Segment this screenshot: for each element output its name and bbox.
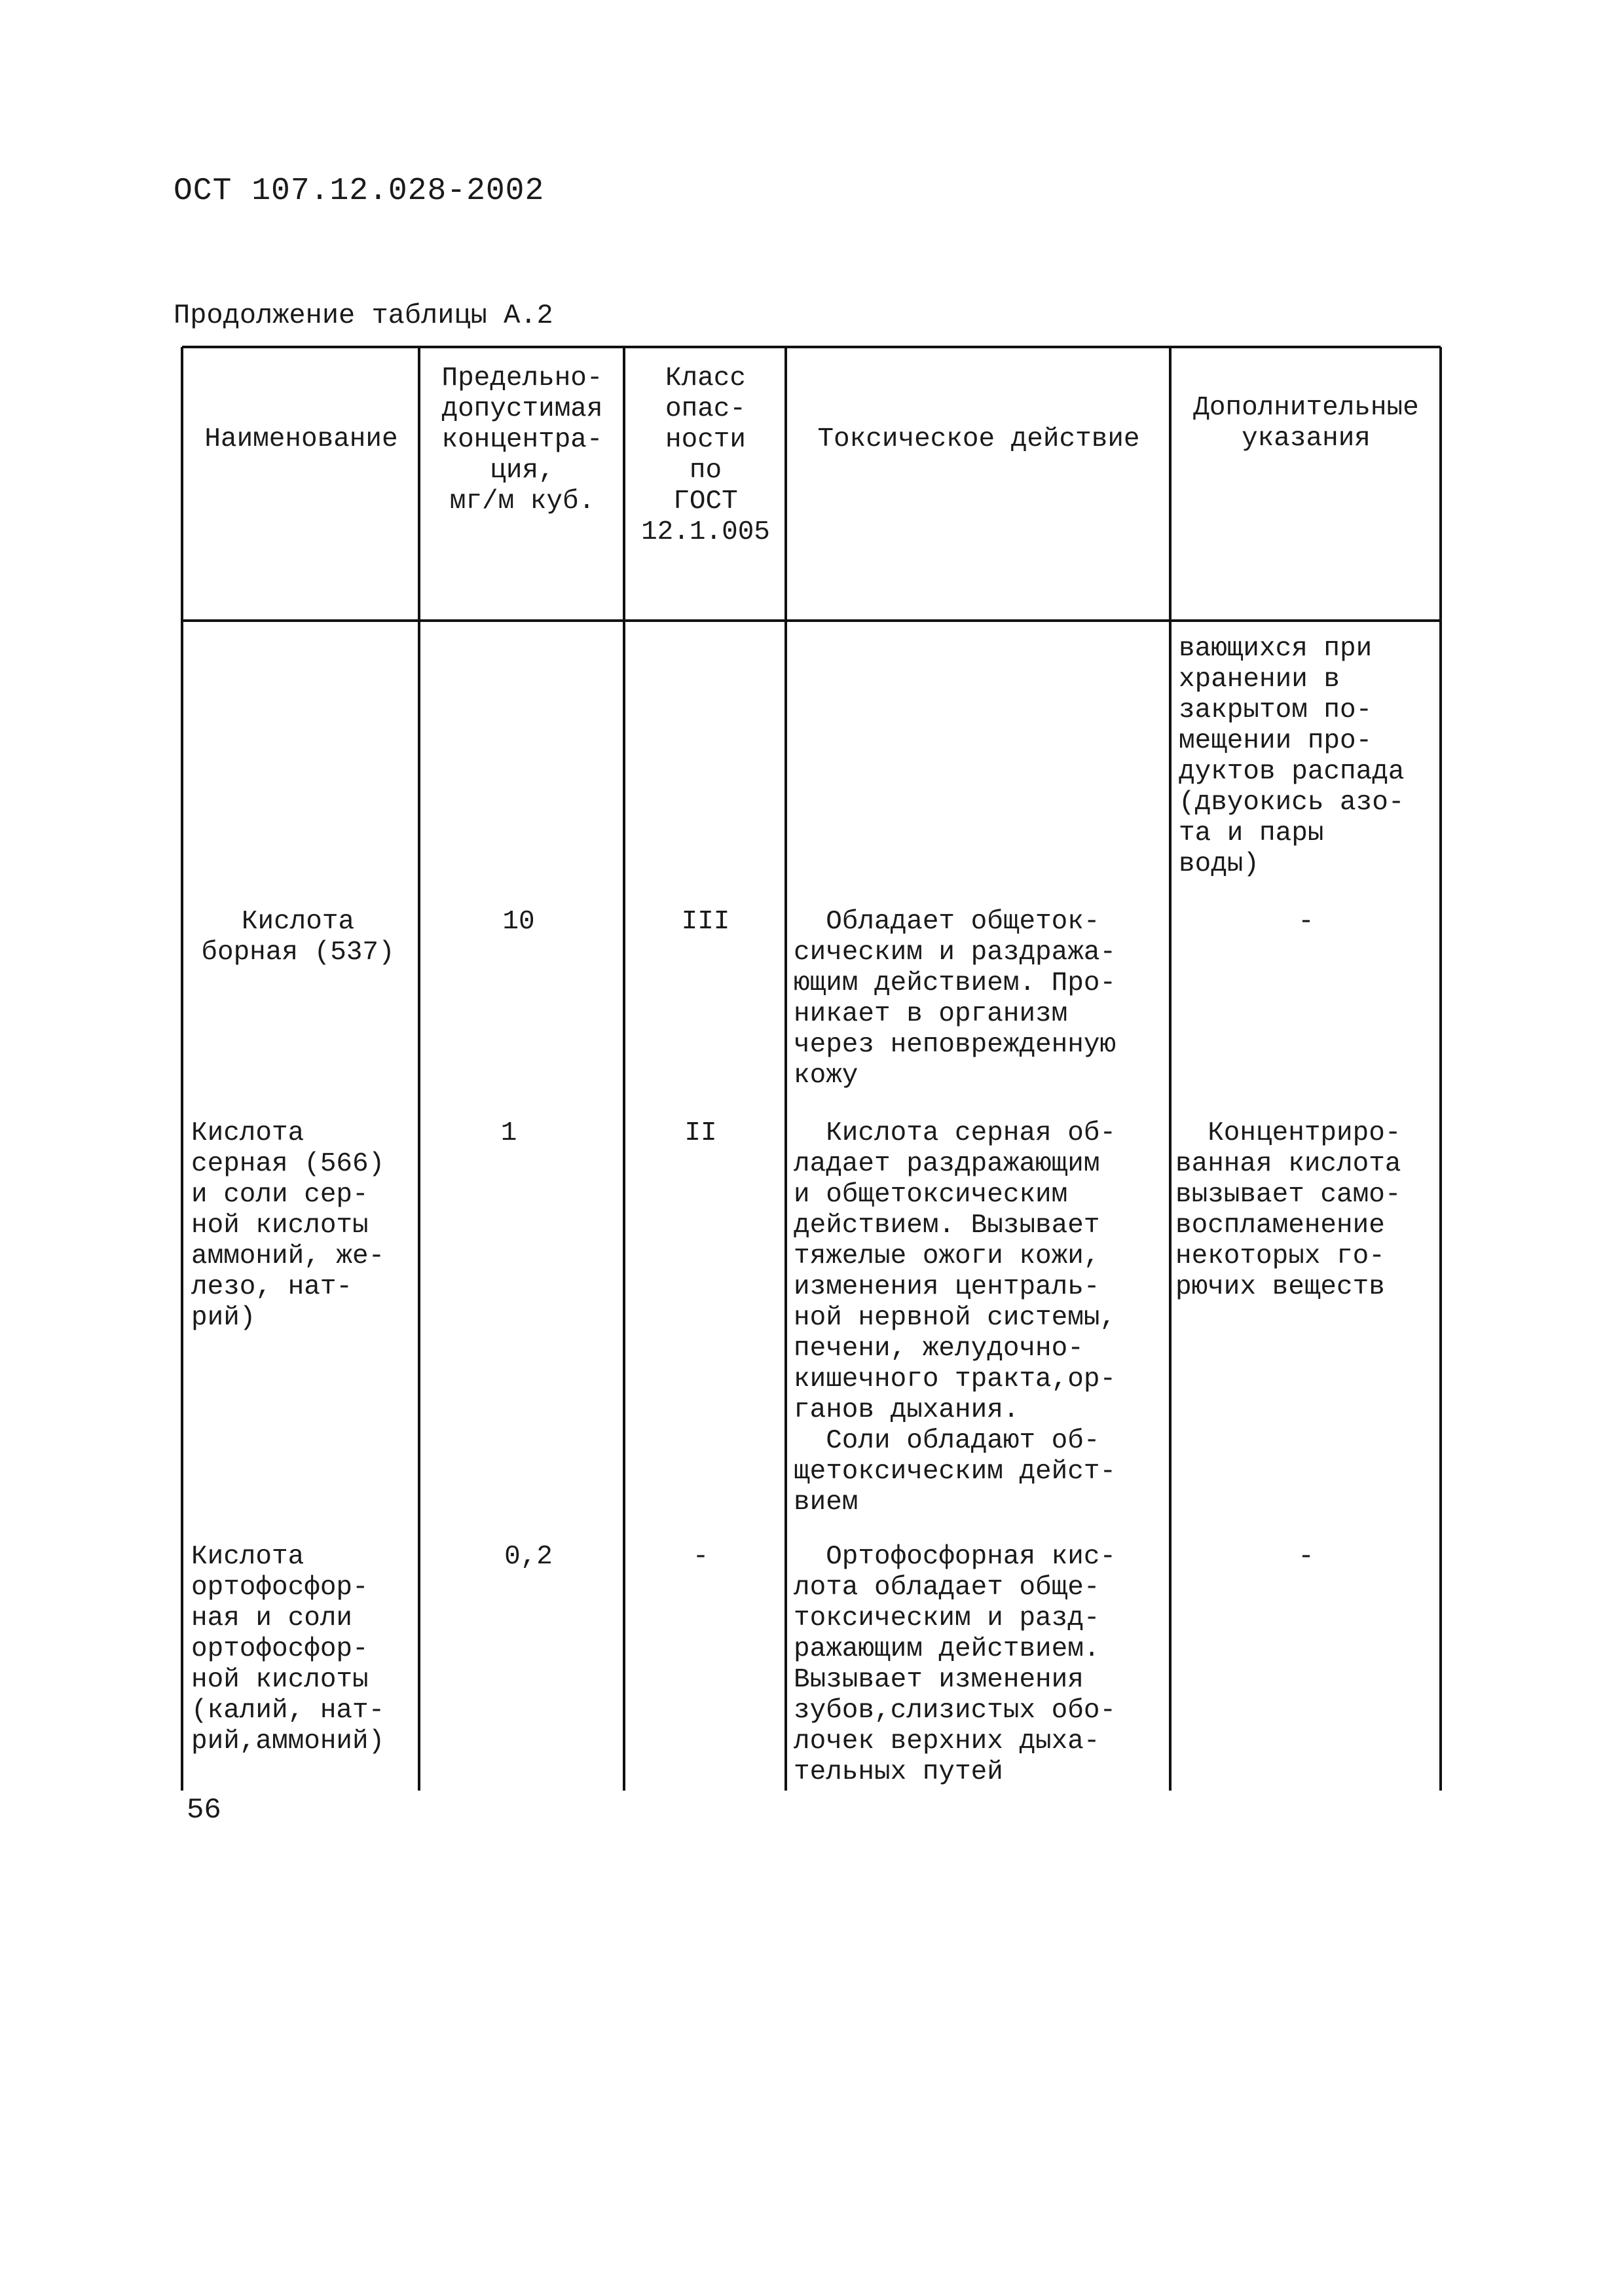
row-1-hazard-class: III	[681, 907, 730, 937]
row-3-hazard-class: -	[692, 1542, 709, 1572]
row-3-notes: -	[1298, 1542, 1314, 1572]
header-mpc: Предельно- допустимая концентра- ция, мг/м куб.	[441, 363, 603, 517]
row-2-notes: Концентриро- ванная кислота вызывает само- воспламенение некоторых го- рючих веществ	[1175, 1118, 1401, 1302]
document-code: ОСТ 107.12.028-2002	[174, 173, 545, 209]
row-2-hazard-class: II	[684, 1118, 717, 1148]
row-3-mpc: 0,2	[504, 1542, 553, 1572]
row-1-notes: -	[1298, 907, 1314, 937]
row-1-toxic-effect: Обладает общеток- сическим и раздража- ющим действием. Про- никает в организм через неповрежденную кожу	[794, 907, 1116, 1091]
header-name: Наименование	[204, 424, 398, 454]
row-2-name: Кислота серная (566) и соли сер- ной кислоты аммоний, же- лезо, нат- рий)	[191, 1118, 385, 1333]
row-2-mpc: 1	[500, 1118, 517, 1148]
table-caption: Продолжение таблицы А.2	[174, 300, 553, 331]
header-hazard-class: Класс опас- ности по ГОСТ 12.1.005	[641, 363, 770, 547]
header-toxic-effect: Токсическое действие	[817, 424, 1140, 454]
row-2-toxic-effect: Кислота серная об- ладает раздражающим и общетоксическим действием. Вызывает тяжелые ожоги кожи, изменения централь- ной нервной системы, печени, желудочно- кишечного тракта,ор- ганов дыхания. Соли обладают об- щетоксическим дейст- вием	[794, 1118, 1116, 1518]
row-3-toxic-effect: Ортофосфорная кис- лота обладает обще- токсическим и разд- ражающим действием. Вызывает изменения зубов,слизистых обо- лочек верхних дыха- тельных путей	[794, 1542, 1116, 1787]
header-notes: Дополнительные указания	[1193, 393, 1419, 454]
row-0-notes: вающихся при хранении в закрытом по- мещении про- дуктов распада (двуокись азо- та и пары воды)	[1179, 634, 1405, 879]
row-1-name: Кислота борная (537)	[201, 907, 395, 968]
page-number: 56	[187, 1794, 221, 1827]
row-3-name: Кислота ортофосфор- ная и соли ортофосфор- ной кислоты (калий, нат- рий,аммоний)	[191, 1542, 385, 1757]
row-1-mpc: 10	[502, 907, 535, 937]
